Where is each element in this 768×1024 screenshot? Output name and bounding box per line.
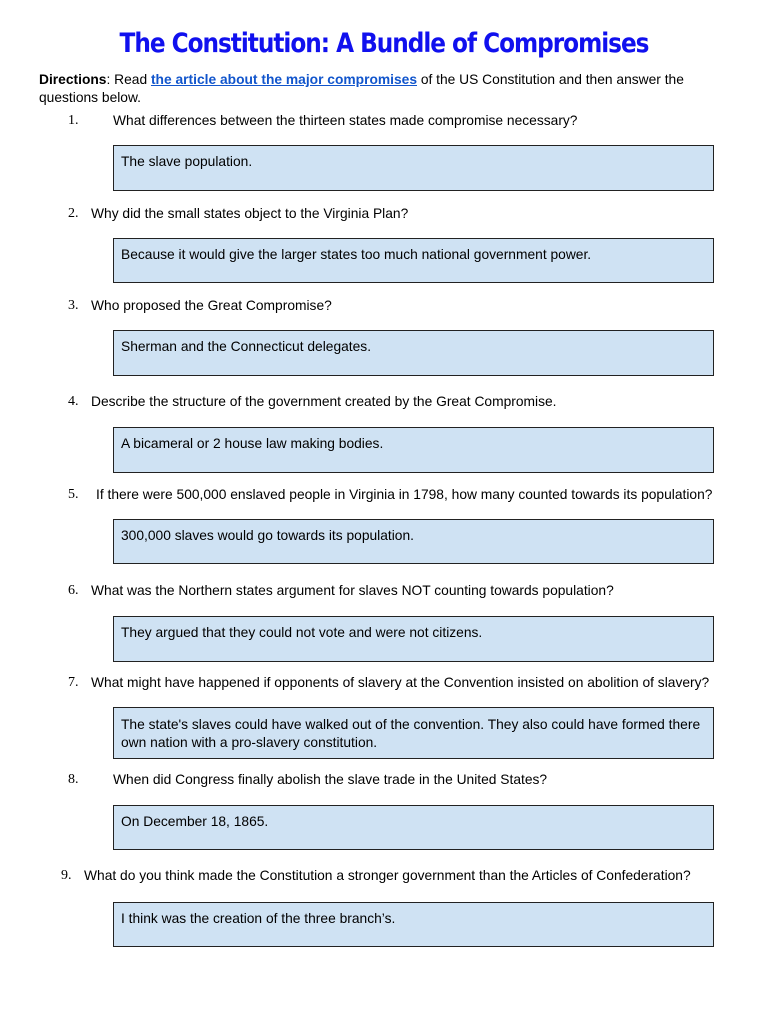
question-text: Describe the structure of the government created by the Great Compromise. [91,394,557,409]
question-text: When did Congress finally abolish the slave trade in the United States? [113,772,548,787]
question-number: 9. [61,868,72,883]
directions-pre: : Read [106,72,151,87]
question-number: 1. [68,113,79,128]
question-text: What might have happened if opponents of slavery at the Convention insisted on abolition of slavery? [91,675,710,690]
question-text: What do you think made the Constitution a stronger government than the Articles of Confederation? [84,868,691,883]
answer-box[interactable]: I think was the creation of the three branch’s. [113,902,714,947]
question-number: 4. [68,394,79,409]
answer-box[interactable]: The state's slaves could have walked out of the convention. They also could have formed there own nation with a pro-slavery constitution. [113,707,714,759]
question-text: If there were 500,000 enslaved people in Virginia in 1798, how many counted towards its population? [96,487,713,502]
question-number: 3. [68,298,79,313]
question-number: 2. [68,206,79,221]
directions [39,71,729,107]
answer-box[interactable]: On December 18, 1865. [113,805,714,850]
question-text: What differences between the thirteen states made compromise necessary? [113,113,578,128]
answer-box[interactable]: They argued that they could not vote and were not citizens. [113,616,714,662]
answer-box[interactable]: The slave population. [113,145,714,191]
question-number: 8. [68,772,79,787]
article-link[interactable]: the article about the major compromises [150,72,417,87]
answer-box[interactable]: Because it would give the larger states too much national government power. [113,238,714,283]
question-number: 6. [68,583,79,598]
directions-post: of the US Constitution and then answer the questions below. [39,72,684,105]
answer-box[interactable]: A bicameral or 2 house law making bodies. [113,427,714,473]
question-number: 7. [68,675,79,690]
question-text: Who proposed the Great Compromise? [91,298,332,313]
question-text: What was the Northern states argument for slaves NOT counting towards population? [91,583,614,598]
question-number: 5. [68,487,79,502]
page-title: The Constitution: A Bundle of Compromises [119,28,649,59]
answer-box[interactable]: 300,000 slaves would go towards its population. [113,519,714,564]
directions-label: Directions [39,72,107,87]
answer-box[interactable]: Sherman and the Connecticut delegates. [113,330,714,376]
question-text: Why did the small states object to the Virginia Plan? [91,206,409,221]
